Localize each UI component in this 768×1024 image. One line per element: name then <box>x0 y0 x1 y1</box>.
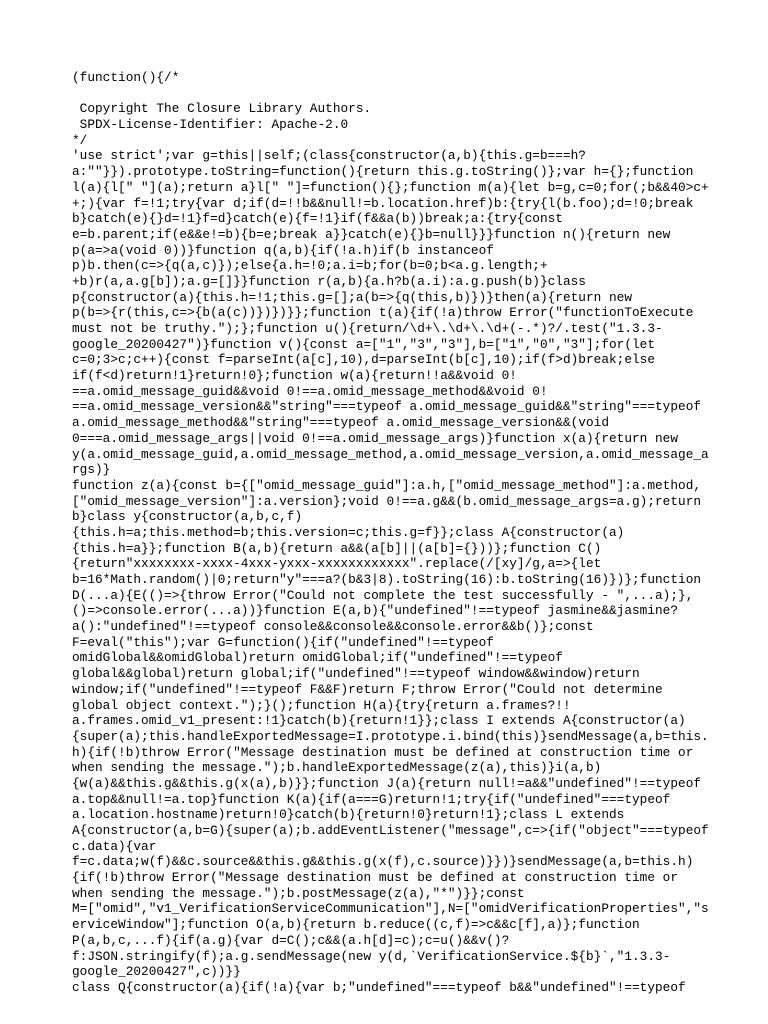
code-line: {super(a);this.handleExportedMessage=I.prototype.i.bind(this)}sendMessage(a,b=this. <box>72 728 709 744</box>
code-line: f=c.data;w(f)&&c.source&&this.g&&this.g(x(f),c.source)}})}sendMessage(a,b=this.h) <box>72 854 694 870</box>
code-line: p(b=>{r(this,c=>{b(a(c))})})}};function t(a){if(!a)throw Error("functionToExecute <box>72 305 694 321</box>
code-line: */ <box>72 132 88 148</box>
code-line: +;){var f=!1;try{var d;if(d=!!b&&null!=b.location.href)b:{try{l(b.foo);d=!0;break <box>72 195 694 211</box>
code-line: 'use strict';var g=this||self;(class{constructor(a,b){this.g=b===h? <box>72 148 586 164</box>
code-line: h){if(!b)throw Error("Message destination must be defined at construction time or <box>72 744 694 760</box>
code-line: p(a=>a(void 0))}function q(a,b){if(!a.h)if(b instanceof <box>72 242 494 258</box>
code-line: l(a){l[" "](a);return a}l[" "]=function(){};function m(a){let b=g,c=0;for(;b&&40>c+ <box>72 179 709 195</box>
source-code-block <box>72 70 712 996</box>
code-line: {w(a)&&this.g&&this.g(x(a),b)}};function J(a){return null!=a&&"undefined"!==typeof <box>72 775 702 791</box>
code-line: 0===a.omid_message_args||void 0!==a.omid_message_args)}function x(a){return new <box>72 430 679 446</box>
code-line: c.data){var <box>72 838 157 854</box>
code-line: when sending the message.");b.handleExportedMessage(z(a),this)}i(a,b) <box>72 760 602 776</box>
code-line: function z(a){const b={["omid_message_guid"]:a.h,["omid_message_method"]:a.method, <box>72 477 702 493</box>
code-line: a.top&&null!=a.top}function K(a){if(a===G)return!1;try{if("undefined"===typeof <box>72 791 671 807</box>
code-line: F=eval("this");var G=function(){if("undefined"!==typeof <box>72 634 494 650</box>
code-line: global object context.");}();function H(a){try{return a.frames?!! <box>72 697 571 713</box>
code-line: f:JSON.stringify(f);a.g.sendMessage(new y(d,`VerificationService.${b}`,"1.3.3- <box>72 948 671 964</box>
code-line: y(a.omid_message_guid,a.omid_message_method,a.omid_message_version,a.omid_message_a <box>72 446 709 462</box>
code-line: if(f<d)return!1}return!0};function w(a){return!!a&&void 0! <box>72 368 517 384</box>
code-line: google_20200427")}function v(){const a=["1","3","3"],b=["1","0","3"];for(let <box>72 336 656 352</box>
code-line: ["omid_message_version"]:a.version};void 0!==a.g&&(b.omid_message_args=a.g);return <box>72 493 702 509</box>
code-line <box>72 86 712 102</box>
code-line: a.location.hostname)return!0}catch(b){return!0}return!1};class L extends <box>72 807 625 823</box>
code-line: (function(){/* <box>72 70 180 85</box>
code-line: D(...a){E(()=>{throw Error("Could not complete the test successfully - ",...a);}, <box>72 587 694 603</box>
code-line: a:""}}).prototype.toString=function(){return this.g.toString()};var h={};function <box>72 164 694 180</box>
code-line: b=16*Math.random()|0;return"y"===a?(b&3|8).toString(16):b.toString(16)})};function <box>72 572 702 587</box>
code-line: {if(!b)throw Error("Message destination must be defined at construction time or <box>72 870 679 886</box>
code-line: {this.h=a}};function B(a,b){return a&&(a[b]||(a[b]={}))};function C() <box>72 540 602 556</box>
code-line: c=0;3>c;c++){const f=parseInt(a[c],10),d=parseInt(b[c],10);if(f>d)break;else <box>72 352 656 368</box>
code-line: +b)r(a,a.g[b]);a.g=[]}}function r(a,b){a.h?b(a.i):a.g.push(b)}class <box>72 273 586 289</box>
code-line: ()=>console.error(...a))}function E(a,b){"undefined"!==typeof jasmine&&jasmine? <box>72 603 679 619</box>
code-line: b}catch(e){}d=!1}f=d}catch(e){f=!1}if(f&&a(b))break;a:{try{const <box>72 211 563 227</box>
code-line: {this.h=a;this.method=b;this.version=c;this.g=f}};class A{constructor(a) <box>72 524 625 540</box>
code-line: p)b.then(c=>{q(a,c)});else{a.h=!0;a.i=b;for(b=0;b<a.g.length;+ <box>72 258 548 274</box>
code-line: P(a,b,c,...f){if(a.g){var d=C();c&&(a.h[d]=c);c=u()&&v()? <box>72 932 510 948</box>
code-line: ==a.omid_message_guid&&void 0!==a.omid_message_method&&void 0! <box>72 383 548 399</box>
code-line: rgs)} <box>72 462 111 478</box>
code-line: Copyright The Closure Library Authors. <box>72 101 372 117</box>
code-line: google_20200427",c))}} <box>72 964 241 980</box>
code-line: omidGlobal&&omidGlobal)return omidGlobal;if("undefined"!==typeof <box>72 650 563 666</box>
code-line: a():"undefined"!==typeof console&&console&&console.error&&b()};const <box>72 619 594 635</box>
code-line: b}class y{constructor(a,b,c,f) <box>72 509 303 525</box>
code-line: SPDX-License-Identifier: Apache-2.0 <box>72 117 349 133</box>
code-line: {return"xxxxxxxx-xxxx-4xxx-yxxx-xxxxxxxxxxxx".replace(/[xy]/g,a=>{let <box>72 556 602 572</box>
code-line: p{constructor(a){this.h=!1;this.g=[];a(b=>{q(this,b)})}then(a){return new <box>72 289 633 305</box>
code-line: class Q{constructor(a){if(!a){var b;"undefined"===typeof b&&"undefined"!==typeof <box>72 979 686 995</box>
code-line: e=b.parent;if(e&&e!=b){b=e;break a}}catch(e){}b=null}}}function n(){return new <box>72 226 671 242</box>
code-line: a.omid_message_method&&"string"===typeof a.omid_message_version&&(void <box>72 415 609 431</box>
code-line: when sending the message.");b.postMessage(z(a),"*")}};const <box>72 885 525 901</box>
code-line: A{constructor(a,b=G){super(a);b.addEventListener("message",c=>{if("object"===typeof <box>72 823 709 838</box>
code-line: must not be truthy.");};function u(){return/\d+\.\d+\.\d+(-.*)?/.test("1.3.3- <box>72 321 663 336</box>
code-line: erviceWindow"];function O(a,b){return b.reduce((c,f)=>c&&c[f],a)};function <box>72 917 640 933</box>
code-line: a.frames.omid_v1_present:!1}catch(b){return!1}};class I extends A{constructor(a) <box>72 713 686 729</box>
code-line: M=["omid","v1_VerificationServiceCommunication"],N=["omidVerificationProperties","s <box>72 901 709 917</box>
code-line: global&&global)return global;if("undefined"!==typeof window&&window)return <box>72 666 640 682</box>
code-line: window;if("undefined"!==typeof F&&F)return F;throw Error("Could not determine <box>72 681 663 697</box>
code-line: ==a.omid_message_version&&"string"===typeof a.omid_message_guid&&"string"===typeof <box>72 399 702 415</box>
